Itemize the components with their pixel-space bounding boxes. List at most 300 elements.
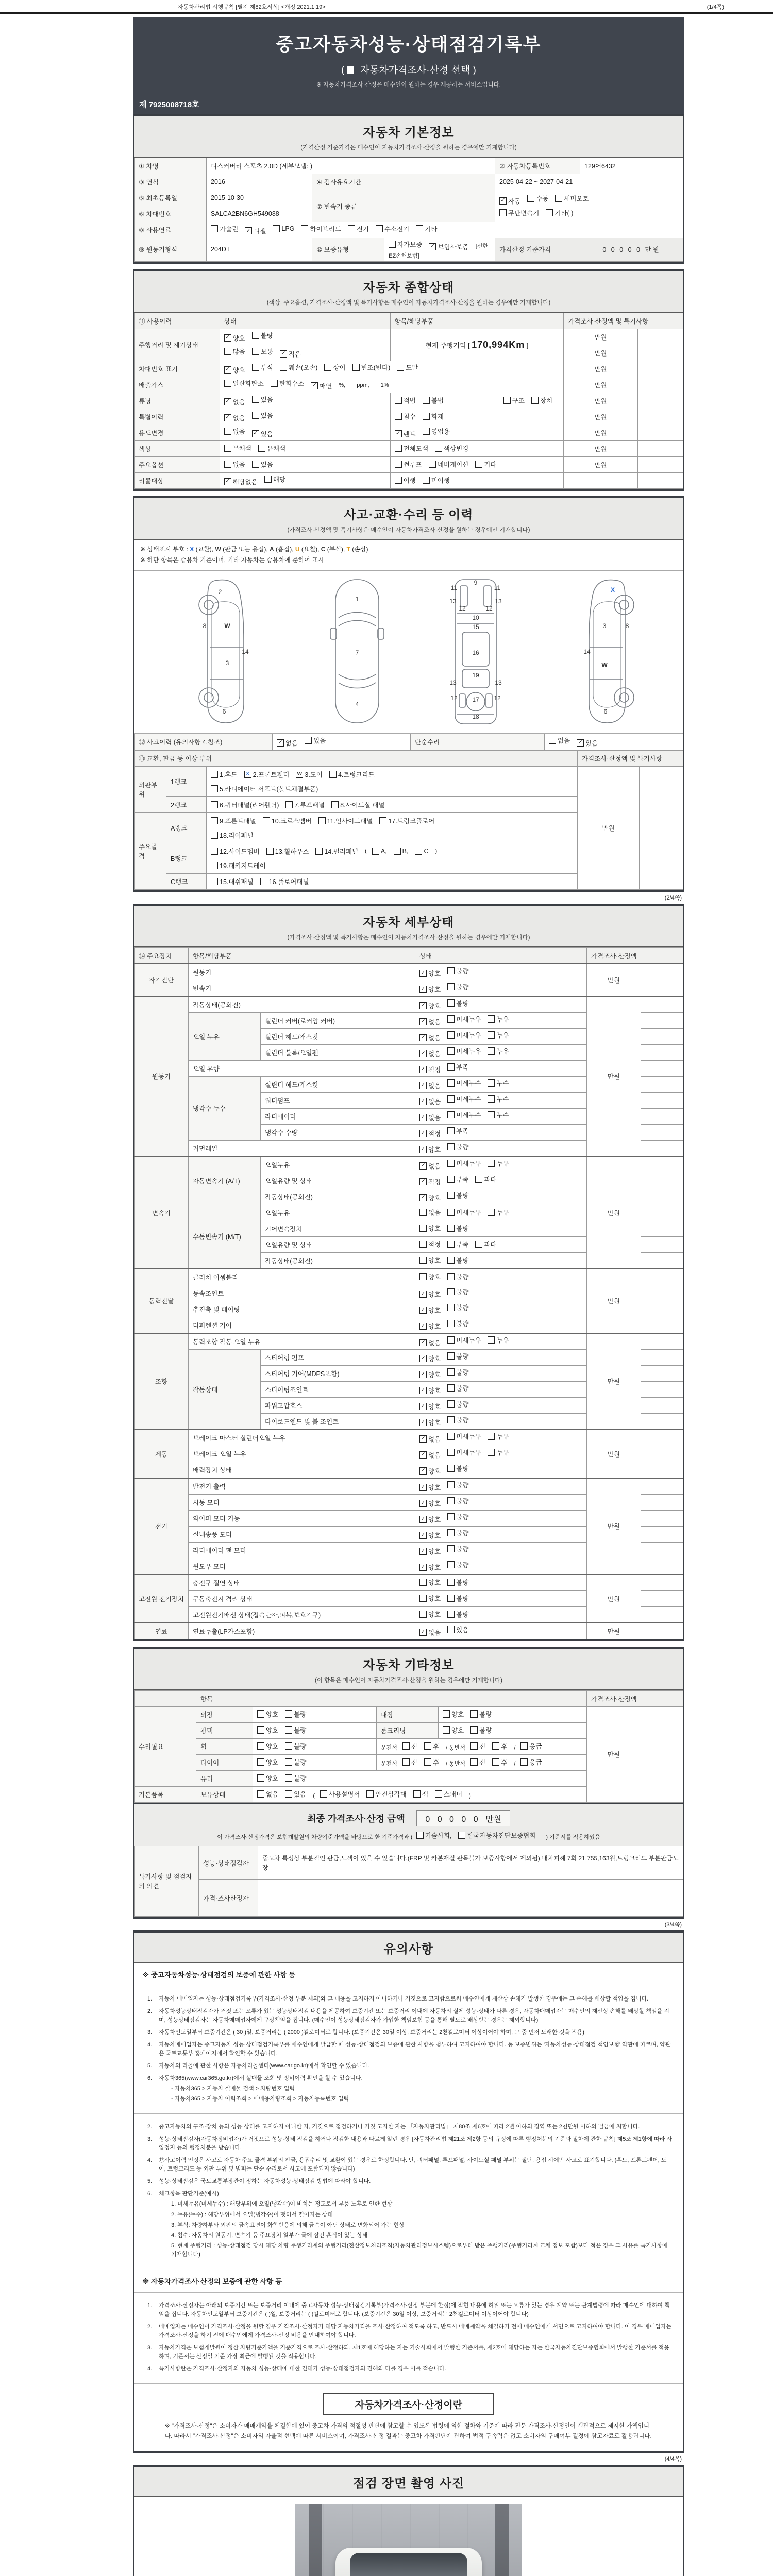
checkbox-box[interactable] — [419, 1050, 427, 1057]
checkbox-양호[interactable] — [419, 969, 441, 978]
checkbox-불량[interactable] — [447, 998, 468, 1008]
checkbox-누유[interactable] — [488, 1208, 509, 1217]
checkbox-침수[interactable] — [395, 412, 416, 421]
checkbox-box[interactable] — [285, 1790, 292, 1798]
checkbox-양호[interactable] — [419, 1386, 441, 1395]
checkbox-하이브리드[interactable] — [301, 224, 341, 233]
checkbox-box[interactable] — [419, 1146, 427, 1153]
checkbox-보험사보증[interactable] — [429, 242, 468, 251]
checkbox-box[interactable] — [305, 737, 312, 744]
checkbox-box[interactable] — [252, 332, 259, 339]
checkbox-box[interactable] — [224, 414, 231, 421]
checkbox-box[interactable] — [499, 197, 507, 205]
checkbox-누수[interactable] — [488, 1094, 509, 1104]
checkbox-box[interactable] — [419, 1484, 427, 1491]
checkbox-이행[interactable] — [395, 476, 416, 485]
checkbox-box[interactable] — [419, 1002, 427, 1009]
checkbox-box[interactable] — [257, 1774, 264, 1782]
checkbox-네비게이션[interactable] — [429, 460, 468, 469]
checkbox-box[interactable] — [331, 801, 339, 808]
checkbox-box[interactable] — [447, 983, 455, 990]
checkbox-과다[interactable] — [475, 1175, 496, 1184]
checkbox-box[interactable] — [447, 1368, 455, 1376]
checkbox-18.리어패널[interactable] — [211, 831, 254, 840]
checkbox-box[interactable] — [447, 1111, 455, 1118]
checkbox-box[interactable] — [429, 461, 436, 468]
checkbox-box[interactable] — [423, 413, 430, 420]
checkbox-box[interactable] — [423, 428, 430, 435]
checkbox-양호[interactable] — [419, 1306, 441, 1315]
checkbox-box[interactable] — [296, 771, 303, 778]
checkbox-box[interactable] — [419, 1291, 427, 1298]
checkbox-box[interactable] — [447, 1063, 455, 1071]
checkbox-box[interactable] — [546, 209, 553, 216]
checkbox-box[interactable] — [419, 1194, 427, 1201]
checkbox-box[interactable] — [447, 1288, 455, 1295]
checkbox-누수[interactable] — [488, 1078, 509, 1088]
checkbox-box[interactable] — [224, 478, 231, 485]
checkbox-무채색[interactable] — [224, 444, 251, 453]
checkbox-누유[interactable] — [488, 1014, 509, 1024]
checkbox-양호[interactable] — [419, 1466, 441, 1476]
checkbox-적정[interactable] — [419, 1129, 441, 1138]
checkbox-양호[interactable] — [419, 985, 441, 994]
checkbox-box[interactable] — [447, 1465, 455, 1472]
checkbox-box[interactable] — [224, 348, 231, 355]
checkbox-3.도어[interactable] — [296, 770, 323, 779]
checkbox-box[interactable] — [424, 1742, 431, 1750]
checkbox-box[interactable] — [458, 1832, 465, 1839]
checkbox-불량[interactable] — [285, 1725, 306, 1735]
checkbox-box[interactable] — [447, 1127, 455, 1134]
checkbox-15.대쉬패널[interactable] — [211, 877, 254, 886]
checkbox-box[interactable] — [419, 1595, 427, 1602]
checkbox-불량[interactable] — [447, 966, 468, 975]
checkbox-세미오토[interactable] — [555, 194, 589, 203]
checkbox-양호[interactable] — [419, 1321, 441, 1331]
checkbox-8.사이드실 패널[interactable] — [331, 800, 384, 809]
checkbox-box[interactable] — [395, 445, 402, 452]
checkbox-box[interactable] — [447, 1497, 455, 1504]
checkbox-box[interactable] — [555, 195, 562, 202]
checkbox-안전삼각대[interactable] — [366, 1789, 406, 1799]
checkbox-무단변속기[interactable] — [499, 208, 539, 217]
checkbox-box[interactable] — [447, 1273, 455, 1280]
checkbox-box[interactable] — [419, 1162, 427, 1170]
checkbox-없음[interactable] — [419, 1450, 441, 1460]
checkbox-없음[interactable] — [419, 1113, 441, 1122]
checkbox-미세누수[interactable] — [447, 1078, 481, 1088]
checkbox-box[interactable] — [395, 461, 402, 468]
checkbox-불량[interactable] — [447, 1528, 468, 1537]
checkbox-누유[interactable] — [488, 1159, 509, 1168]
checkbox-17.트렁크플로어[interactable] — [379, 816, 434, 825]
checkbox-box[interactable] — [475, 1241, 482, 1248]
checkbox-box[interactable] — [263, 817, 270, 824]
checkbox-box[interactable] — [447, 999, 455, 1007]
checkbox-box[interactable] — [419, 1564, 427, 1571]
checkbox-양호[interactable] — [257, 1709, 278, 1719]
checkbox-box[interactable] — [211, 862, 218, 869]
checkbox-box[interactable] — [549, 737, 556, 744]
checkbox-16.플로어패널[interactable] — [260, 877, 309, 886]
checkbox-없음[interactable] — [419, 1628, 441, 1637]
checkbox-box[interactable] — [447, 1529, 455, 1536]
checkbox-box[interactable] — [470, 1726, 478, 1734]
checkbox-box[interactable] — [447, 1209, 455, 1216]
checkbox-box[interactable] — [257, 1790, 264, 1798]
checkbox-box[interactable] — [488, 1433, 495, 1440]
checkbox-부식[interactable] — [252, 363, 273, 372]
checkbox-box[interactable] — [419, 1307, 427, 1314]
checkbox-썬루프[interactable] — [395, 460, 422, 469]
checkbox-box[interactable] — [488, 1209, 495, 1216]
checkbox-box[interactable] — [419, 1629, 427, 1636]
checkbox-box[interactable] — [211, 817, 218, 824]
checkbox-box[interactable] — [499, 209, 507, 216]
checkbox-box[interactable] — [488, 1160, 495, 1167]
checkbox-전[interactable] — [470, 1741, 485, 1751]
checkbox-영업용[interactable] — [423, 427, 450, 436]
checkbox-box[interactable] — [395, 477, 402, 484]
checkbox-있음[interactable] — [252, 429, 273, 438]
checkbox-box[interactable] — [435, 1790, 442, 1798]
checkbox-box[interactable] — [419, 1066, 427, 1073]
checkbox-양호[interactable] — [443, 1709, 464, 1719]
checkbox-box[interactable] — [329, 771, 337, 778]
checkbox-양호[interactable] — [419, 1001, 441, 1010]
checkbox-누유[interactable] — [488, 1432, 509, 1441]
checkbox-box[interactable] — [520, 1742, 528, 1750]
checkbox-box[interactable] — [531, 397, 539, 404]
checkbox-box[interactable] — [447, 1561, 455, 1568]
checkbox-불량[interactable] — [447, 1367, 468, 1377]
checkbox-box[interactable] — [402, 1758, 410, 1766]
checkbox-box[interactable] — [415, 848, 422, 855]
checkbox-없음[interactable] — [419, 1097, 441, 1106]
checkbox-없음[interactable] — [257, 1789, 278, 1799]
checkbox-불량[interactable] — [447, 1224, 468, 1233]
checkbox-보통[interactable] — [252, 347, 273, 356]
checkbox-부족[interactable] — [447, 1175, 468, 1184]
checkbox-불량[interactable] — [447, 1142, 468, 1151]
checkbox-기타[interactable] — [416, 224, 437, 233]
checkbox-box[interactable] — [419, 1371, 427, 1378]
checkbox-box[interactable] — [447, 1241, 455, 1248]
checkbox-box[interactable] — [419, 1225, 427, 1232]
checkbox-box[interactable] — [492, 1758, 499, 1766]
checkbox-미세누유[interactable] — [447, 1335, 481, 1345]
checkbox-색상변경[interactable] — [435, 444, 468, 453]
checkbox-box[interactable] — [419, 1178, 427, 1185]
checkbox-box[interactable] — [419, 1257, 427, 1264]
checkbox-불량[interactable] — [470, 1709, 492, 1719]
checkbox-전[interactable] — [402, 1741, 417, 1751]
checkbox-box[interactable] — [224, 461, 231, 468]
checkbox-box[interactable] — [488, 1047, 495, 1055]
checkbox-box[interactable] — [419, 1114, 427, 1121]
checkbox-전[interactable] — [470, 1757, 485, 1767]
checkbox-양호[interactable] — [419, 1145, 441, 1154]
checkbox-box[interactable] — [447, 1225, 455, 1232]
checkbox-불량[interactable] — [447, 1594, 468, 1603]
checkbox-불량[interactable] — [470, 1725, 492, 1735]
checkbox-box[interactable] — [423, 397, 430, 404]
checkbox-box[interactable] — [447, 1545, 455, 1552]
checkbox-box[interactable] — [577, 739, 584, 747]
checkbox-box[interactable] — [379, 817, 386, 824]
checkbox-전기[interactable] — [348, 224, 369, 233]
checkbox-잭[interactable] — [413, 1789, 428, 1799]
checkbox-box[interactable] — [447, 1579, 455, 1586]
checkbox-미세누유[interactable] — [447, 1432, 481, 1441]
checkbox-있음[interactable] — [577, 738, 598, 748]
checkbox-양호[interactable] — [419, 1354, 441, 1363]
checkbox-불량[interactable] — [447, 1560, 468, 1569]
checkbox-box[interactable] — [211, 225, 218, 232]
checkbox-B,[interactable] — [394, 848, 409, 855]
checkbox-누유[interactable] — [488, 1030, 509, 1040]
checkbox-불량[interactable] — [285, 1757, 306, 1767]
checkbox-box[interactable] — [447, 967, 455, 974]
checkbox-box[interactable] — [224, 366, 231, 374]
checkbox-없음[interactable] — [419, 1208, 441, 1217]
checkbox-box[interactable] — [419, 1082, 427, 1089]
checkbox-box[interactable] — [416, 225, 423, 232]
checkbox-양호[interactable] — [257, 1725, 278, 1735]
checkbox-box[interactable] — [488, 1336, 495, 1344]
checkbox-box[interactable] — [419, 1467, 427, 1475]
checkbox-응급[interactable] — [520, 1741, 542, 1751]
checkbox-box[interactable] — [447, 1416, 455, 1423]
checkbox-불량[interactable] — [285, 1709, 306, 1719]
checkbox-box[interactable] — [419, 970, 427, 977]
checkbox-box[interactable] — [324, 364, 331, 371]
checkbox-box[interactable] — [244, 771, 251, 778]
checkbox-있음[interactable] — [252, 411, 273, 420]
checkbox-스패너[interactable] — [435, 1789, 462, 1799]
checkbox-구조[interactable] — [503, 396, 525, 405]
checkbox-box[interactable] — [211, 848, 218, 855]
checkbox-양호[interactable] — [419, 1402, 441, 1411]
checkbox-box[interactable] — [488, 1449, 495, 1456]
checkbox-6.쿼터패널(리어휀더)[interactable] — [211, 800, 279, 809]
checkbox-box[interactable] — [260, 878, 267, 885]
checkbox-양호[interactable] — [419, 1483, 441, 1492]
checkbox-후[interactable] — [492, 1741, 507, 1751]
checkbox-box[interactable] — [435, 445, 442, 452]
checkbox-있음[interactable] — [447, 1625, 468, 1634]
checkbox-상이[interactable] — [324, 363, 345, 372]
checkbox-있음[interactable] — [252, 395, 273, 404]
checkbox-box[interactable] — [271, 380, 278, 387]
checkbox-C[interactable] — [415, 848, 428, 855]
checkbox-양호[interactable] — [419, 1256, 441, 1265]
checkbox-box[interactable] — [352, 364, 360, 371]
checkbox-없음[interactable] — [224, 427, 245, 436]
checkbox-box[interactable] — [252, 461, 259, 468]
checkbox-불량[interactable] — [447, 1464, 468, 1473]
checkbox-14.필러패널[interactable] — [315, 846, 358, 856]
checkbox-양호[interactable] — [443, 1725, 464, 1735]
checkbox-box[interactable] — [285, 1710, 292, 1718]
checkbox-양호[interactable] — [419, 1224, 441, 1233]
checkbox-box[interactable] — [252, 430, 259, 437]
checkbox-box[interactable] — [348, 225, 355, 232]
checkbox-한국자동차진단보증협회[interactable] — [458, 1831, 535, 1840]
checkbox-사용설명서[interactable] — [320, 1789, 360, 1799]
checkbox-기타( )[interactable] — [546, 208, 573, 217]
checkbox-후[interactable] — [424, 1741, 439, 1751]
checkbox-불량[interactable] — [447, 1480, 468, 1489]
checkbox-box[interactable] — [372, 848, 379, 855]
checkbox-A,[interactable] — [372, 848, 387, 855]
checkbox-box[interactable] — [419, 1339, 427, 1346]
checkbox-양호[interactable] — [419, 1515, 441, 1524]
checkbox-box[interactable] — [419, 1273, 427, 1280]
checkbox-렌트[interactable] — [395, 429, 416, 438]
checkbox-일산화탄소[interactable] — [224, 379, 264, 388]
checkbox-box[interactable] — [280, 364, 287, 371]
checkbox-양호[interactable] — [419, 1531, 441, 1540]
checkbox-box[interactable] — [285, 801, 293, 808]
checkbox-box[interactable] — [273, 225, 280, 232]
checkbox-box[interactable] — [488, 1079, 495, 1087]
checkbox-box[interactable] — [447, 1079, 455, 1087]
checkbox-수소전기[interactable] — [376, 224, 409, 233]
checkbox-box[interactable] — [285, 1742, 292, 1750]
checkbox-box[interactable] — [285, 1758, 292, 1766]
checkbox-box[interactable] — [447, 1160, 455, 1167]
checkbox-양호[interactable] — [419, 1594, 441, 1603]
checkbox-양호[interactable] — [224, 333, 245, 343]
checkbox-양호[interactable] — [419, 1272, 441, 1281]
checkbox-box[interactable] — [413, 1790, 421, 1798]
checkbox-있음[interactable] — [305, 736, 326, 745]
checkbox-box[interactable] — [419, 1516, 427, 1523]
checkbox-불량[interactable] — [447, 1512, 468, 1521]
checkbox-box[interactable] — [447, 1176, 455, 1183]
checkbox-box[interactable] — [416, 1832, 424, 1839]
checkbox-불량[interactable] — [447, 1287, 468, 1296]
checkbox-box[interactable] — [447, 1192, 455, 1199]
checkbox-양호[interactable] — [257, 1757, 278, 1767]
checkbox-양호[interactable] — [257, 1773, 278, 1783]
checkbox-매연[interactable] — [311, 381, 332, 391]
checkbox-적음[interactable] — [280, 349, 301, 359]
checkbox-없음[interactable] — [419, 1434, 441, 1444]
checkbox-box[interactable] — [257, 1726, 264, 1734]
checkbox-box[interactable] — [252, 348, 259, 355]
checkbox-box[interactable] — [395, 413, 402, 420]
checkbox-12.사이드멤버[interactable] — [211, 846, 260, 856]
checkbox-해당없음[interactable] — [224, 477, 258, 486]
checkbox-box[interactable] — [419, 1451, 427, 1459]
checkbox-box[interactable] — [366, 1790, 374, 1798]
checkbox-양호[interactable] — [419, 1578, 441, 1587]
checkbox-부족[interactable] — [447, 1240, 468, 1249]
checkbox-box[interactable] — [475, 1176, 482, 1183]
checkbox-box[interactable] — [266, 848, 274, 855]
checkbox-box[interactable] — [488, 1015, 495, 1023]
checkbox-box[interactable] — [419, 986, 427, 993]
checkbox-box[interactable] — [447, 1095, 455, 1103]
checkbox-부족[interactable] — [447, 1062, 468, 1072]
checkbox-미세누수[interactable] — [447, 1094, 481, 1104]
checkbox-화재[interactable] — [423, 412, 444, 421]
checkbox-훼손(오손)[interactable] — [280, 363, 318, 372]
checkbox-없음[interactable] — [419, 1338, 441, 1347]
checkbox-box[interactable] — [376, 225, 383, 232]
checkbox-없음[interactable] — [419, 1161, 441, 1171]
checkbox-없음[interactable] — [224, 413, 245, 422]
checkbox-적정[interactable] — [419, 1177, 441, 1187]
checkbox-box[interactable] — [470, 1758, 478, 1766]
checkbox-없음[interactable] — [419, 1081, 441, 1090]
checkbox-box[interactable] — [419, 1579, 427, 1586]
checkbox-box[interactable] — [318, 817, 326, 824]
checkbox-불량[interactable] — [447, 1544, 468, 1553]
checkbox-불량[interactable] — [447, 1399, 468, 1409]
checkbox-누유[interactable] — [488, 1046, 509, 1056]
checkbox-box[interactable] — [419, 1548, 427, 1555]
checkbox-누유[interactable] — [488, 1335, 509, 1345]
checkbox-불량[interactable] — [447, 1272, 468, 1281]
checkbox-box[interactable] — [527, 195, 534, 202]
checkbox-box[interactable] — [419, 1403, 427, 1410]
checkbox-box[interactable] — [419, 1018, 427, 1025]
checkbox-자가보증[interactable] — [389, 240, 422, 249]
checkbox-누수[interactable] — [488, 1110, 509, 1120]
checkbox-미세누유[interactable] — [447, 1014, 481, 1024]
checkbox-box[interactable] — [447, 1047, 455, 1055]
checkbox-없음[interactable] — [419, 1017, 441, 1026]
checkbox-box[interactable] — [264, 476, 272, 483]
checkbox-box[interactable] — [447, 1611, 455, 1618]
checkbox-도말[interactable] — [397, 363, 418, 372]
checkbox-후[interactable] — [424, 1757, 439, 1767]
checkbox-해당[interactable] — [264, 474, 285, 484]
checkbox-수동[interactable] — [527, 194, 548, 203]
checkbox-양호[interactable] — [419, 1609, 441, 1619]
checkbox-많음[interactable] — [224, 347, 245, 356]
checkbox-box[interactable] — [419, 1419, 427, 1426]
checkbox-box[interactable] — [224, 445, 231, 452]
checkbox-box[interactable] — [257, 1758, 264, 1766]
checkbox-누유[interactable] — [488, 1448, 509, 1457]
checkbox-없음[interactable] — [549, 736, 570, 745]
checkbox-불량[interactable] — [447, 1351, 468, 1361]
checkbox-box[interactable] — [419, 1034, 427, 1041]
checkbox-box[interactable] — [429, 243, 436, 250]
checkbox-box[interactable] — [488, 1111, 495, 1118]
checkbox-box[interactable] — [419, 1500, 427, 1507]
checkbox-box[interactable] — [447, 1015, 455, 1023]
checkbox-box[interactable] — [447, 1352, 455, 1360]
checkbox-양호[interactable] — [419, 1370, 441, 1379]
checkbox-box[interactable] — [447, 1481, 455, 1488]
checkbox-불량[interactable] — [447, 1319, 468, 1328]
checkbox-box[interactable] — [475, 461, 482, 468]
checkbox-box[interactable] — [301, 225, 308, 232]
checkbox-미세누유[interactable] — [447, 1046, 481, 1056]
checkbox-box[interactable] — [503, 397, 511, 404]
checkbox-변조(변타)[interactable] — [352, 363, 391, 372]
checkbox-box[interactable] — [447, 1257, 455, 1264]
checkbox-box[interactable] — [245, 227, 252, 234]
checkbox-응급[interactable] — [520, 1757, 542, 1767]
checkbox-불량[interactable] — [447, 1415, 468, 1425]
